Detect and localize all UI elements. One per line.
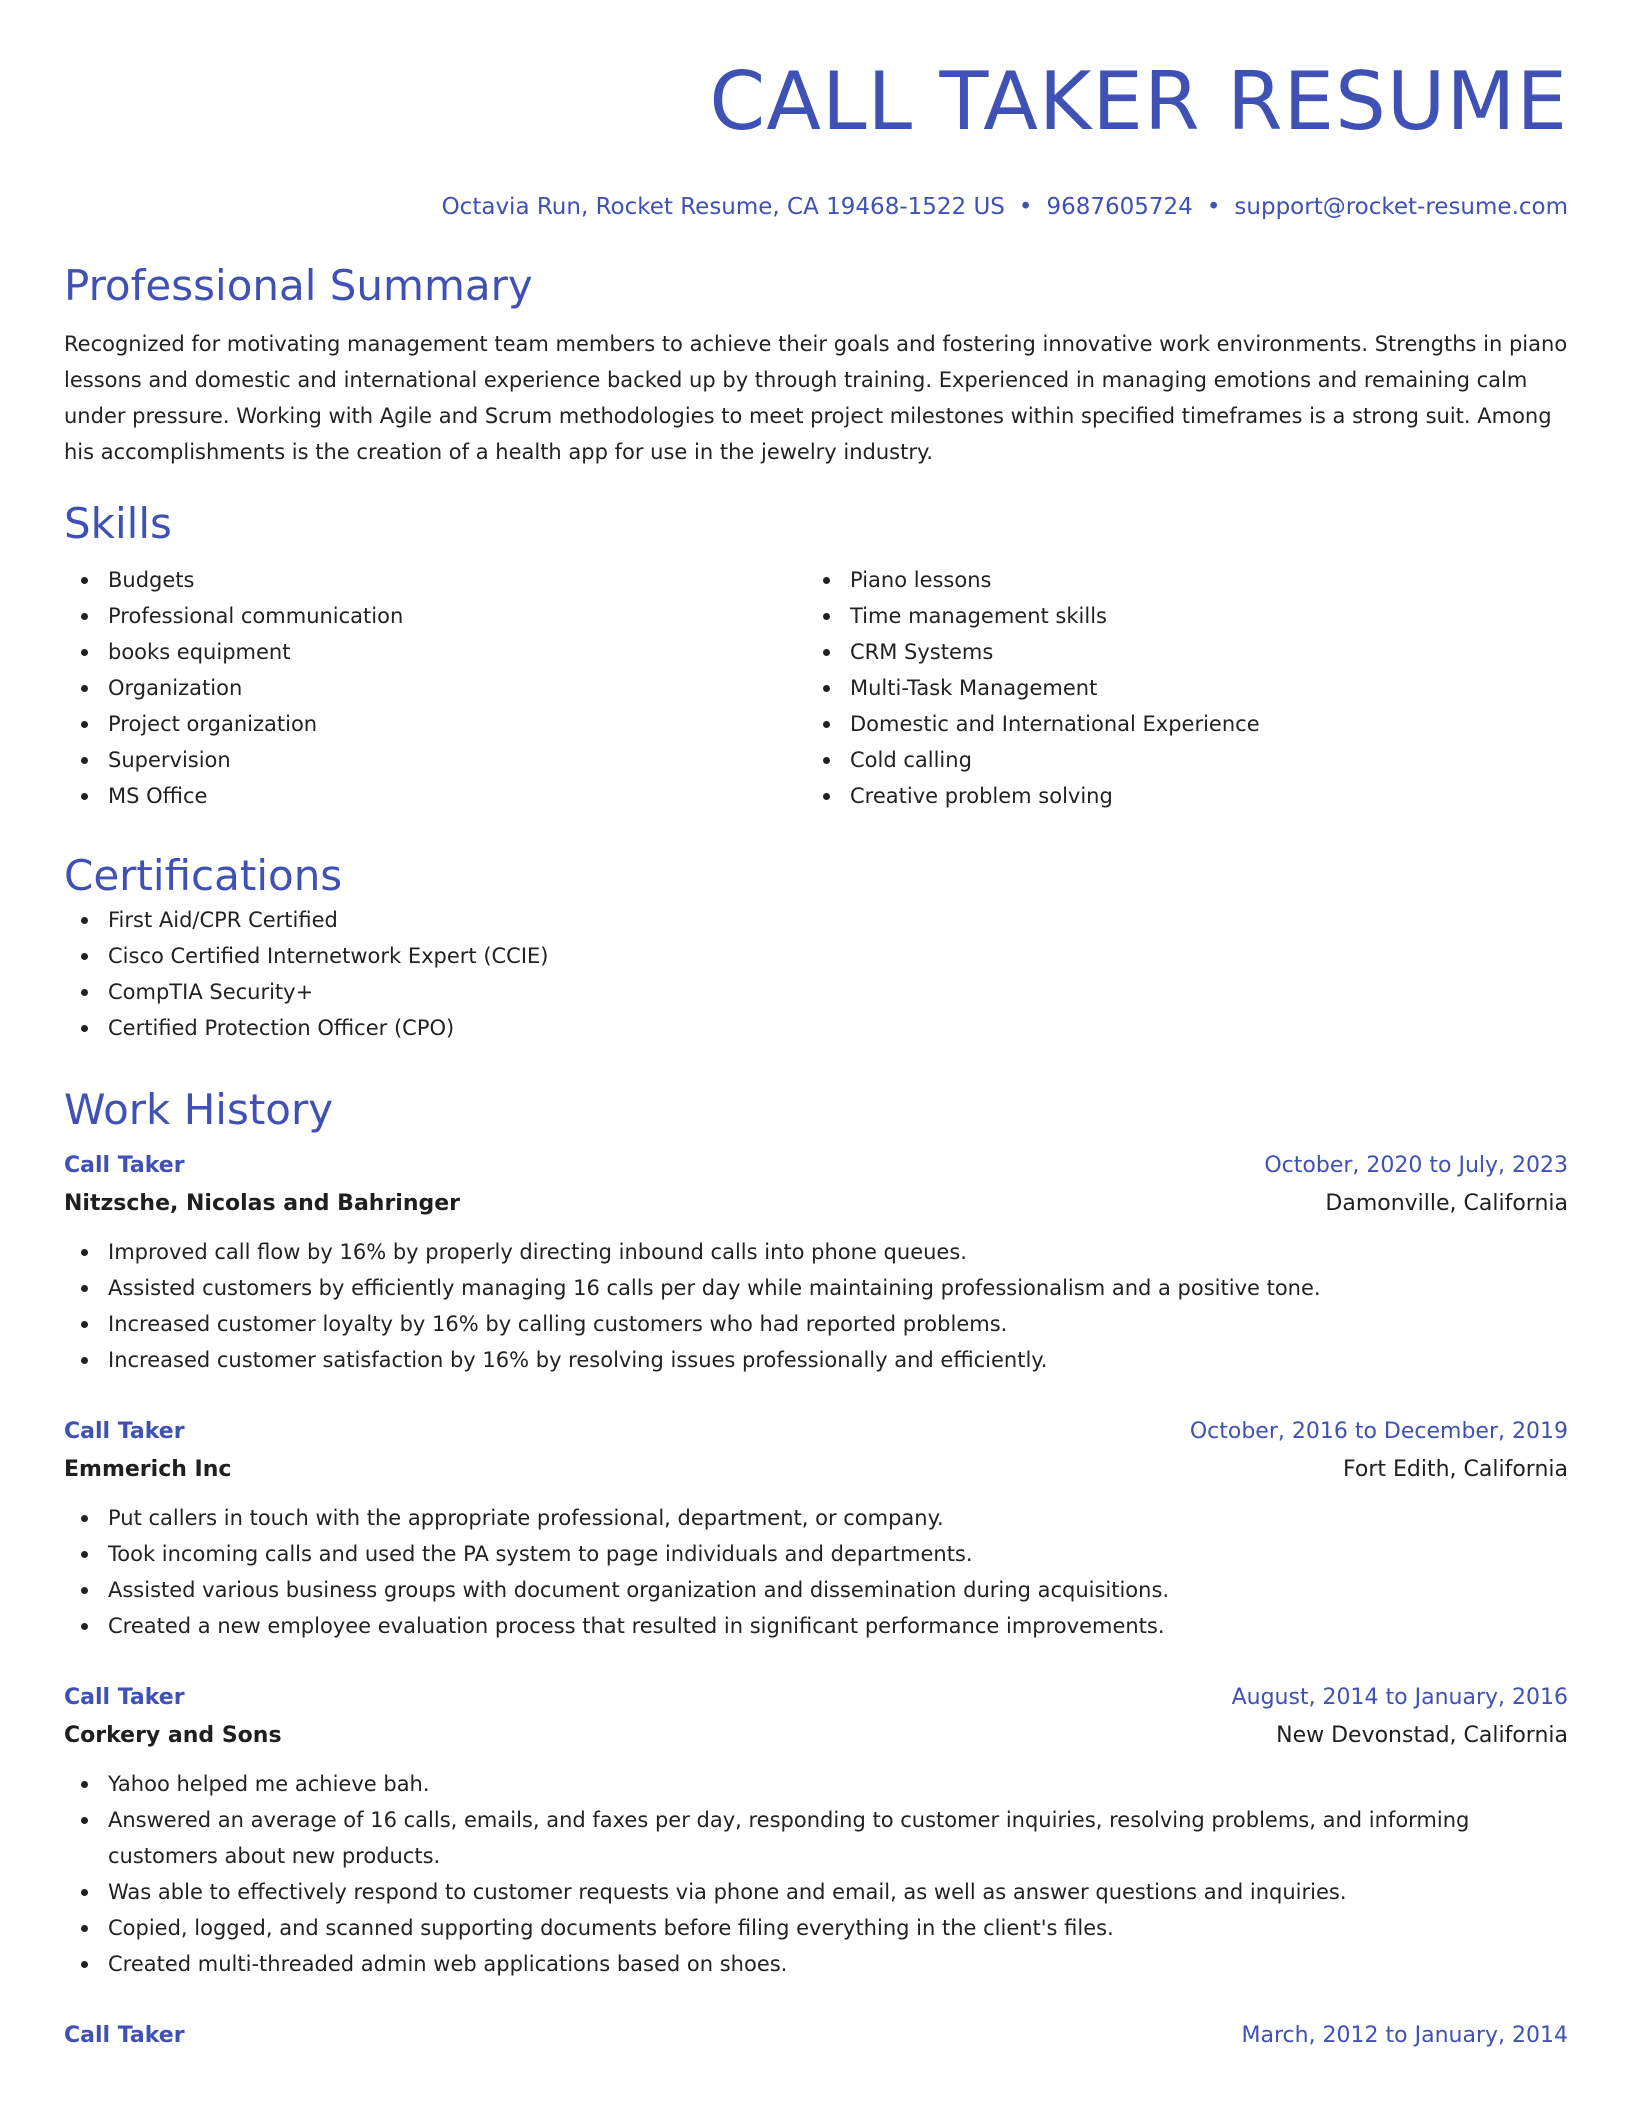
- job-bullet: Answered an average of 16 calls, emails, and faxes per day, responding to customer inquiries, resolving problems, and informing customers about new products.: [64, 1802, 1568, 1874]
- job-bullets: [64, 1234, 1568, 1378]
- job-title-row: [64, 1148, 1568, 1184]
- skill-item: Domestic and International Experience: [806, 706, 1548, 742]
- job-bullet: Took incoming calls and used the PA system to page individuals and departments.: [64, 1536, 1568, 1572]
- job-company: Corkery and Sons: [64, 1723, 282, 1748]
- job-title-row: [64, 1680, 1568, 1716]
- job-bullet: Was able to effectively respond to customer requests via phone and email, as well as answer questions and inquiries.: [64, 1874, 1568, 1910]
- job-dates: August, 2014 to January, 2016: [1231, 1685, 1568, 1710]
- job-title-row: [64, 1414, 1568, 1450]
- job-dates: October, 2016 to December, 2019: [1189, 1419, 1568, 1444]
- summary-heading: Professional Summary: [64, 261, 533, 310]
- job-company: Emmerich Inc: [64, 1457, 232, 1482]
- skill-item: books equipment: [64, 634, 806, 670]
- job-bullet: Assisted customers by efficiently managing 16 calls per day while maintaining professionalism and a positive tone.: [64, 1270, 1568, 1306]
- work-history-heading: Work History: [64, 1085, 334, 1134]
- skills-grid: [64, 562, 1568, 814]
- job-dates: October, 2020 to July, 2023: [1264, 1153, 1568, 1178]
- job-company: Nitzsche, Nicolas and Bahringer: [64, 1191, 461, 1216]
- contact-phone: 9687605724: [1046, 194, 1193, 220]
- skills-heading: Skills: [64, 499, 172, 548]
- job-bullet: Yahoo helped me achieve bah.: [64, 1766, 1568, 1802]
- job-company-row: [64, 1184, 1568, 1224]
- job-bullet: Improved call flow by 16% by properly directing inbound calls into phone queues.: [64, 1234, 1568, 1270]
- job-title: Call Taker: [64, 2023, 185, 2048]
- certification-item: First Aid/CPR Certified: [64, 902, 1568, 938]
- certifications-heading: Certifications: [64, 851, 343, 900]
- job-company-row: [64, 1450, 1568, 1490]
- job-title-row: [64, 2018, 1568, 2054]
- job-bullet: Increased customer loyalty by 16% by calling customers who had reported problems.: [64, 1306, 1568, 1342]
- contact-separator: •: [1206, 194, 1221, 220]
- skill-item: Organization: [64, 670, 806, 706]
- job-bullets: [64, 1500, 1568, 1644]
- contact-email: support@rocket-resume.com: [1234, 194, 1568, 220]
- skill-item: Time management skills: [806, 598, 1548, 634]
- skill-item: Piano lessons: [806, 562, 1548, 598]
- skill-item: Project organization: [64, 706, 806, 742]
- certifications-list: [64, 902, 1568, 1046]
- job-entry: [64, 1680, 1568, 1982]
- job-bullet: Created multi-threaded admin web applications based on shoes.: [64, 1946, 1568, 1982]
- certification-item: CompTIA Security+: [64, 974, 1568, 1010]
- job-location: Fort Edith, California: [1343, 1457, 1568, 1482]
- skill-item: Creative problem solving: [806, 778, 1548, 814]
- job-entry: [64, 1414, 1568, 1644]
- job-title: Call Taker: [64, 1153, 185, 1178]
- certification-item: Certified Protection Officer (CPO): [64, 1010, 1568, 1046]
- job-bullet: Put callers in touch with the appropriate professional, department, or company.: [64, 1500, 1568, 1536]
- job-dates: March, 2012 to January, 2014: [1241, 2023, 1568, 2048]
- job-location: Damonville, California: [1325, 1191, 1568, 1216]
- skill-item: Budgets: [64, 562, 806, 598]
- skill-item: Supervision: [64, 742, 806, 778]
- certification-item: Cisco Certified Internetwork Expert (CCIE): [64, 938, 1568, 974]
- resume-page: [64, 0, 1568, 2054]
- job-entry: [64, 2018, 1568, 2054]
- job-bullet: Increased customer satisfaction by 16% by resolving issues professionally and efficiently.: [64, 1342, 1568, 1378]
- job-bullets: [64, 1766, 1568, 1982]
- job-company-row: [64, 1716, 1568, 1756]
- job-title: Call Taker: [64, 1419, 185, 1444]
- contact-line: [64, 192, 1568, 222]
- job-bullet: Created a new employee evaluation process that resulted in significant performance improvements.: [64, 1608, 1568, 1644]
- job-bullet: Assisted various business groups with document organization and dissemination during acquisitions.: [64, 1572, 1568, 1608]
- job-location: New Devonstad, California: [1276, 1723, 1568, 1748]
- job-title: Call Taker: [64, 1685, 185, 1710]
- resume-title: CALL TAKER RESUME: [709, 55, 1568, 148]
- job-bullet: Copied, logged, and scanned supporting documents before filing everything in the client's files.: [64, 1910, 1568, 1946]
- skill-item: Multi-Task Management: [806, 670, 1548, 706]
- skill-item: CRM Systems: [806, 634, 1548, 670]
- skills-list-right: [806, 562, 1548, 814]
- skills-list-left: [64, 562, 806, 814]
- skill-item: MS Office: [64, 778, 806, 814]
- contact-separator: •: [1018, 194, 1033, 220]
- skill-item: Cold calling: [806, 742, 1548, 778]
- summary-text: Recognized for motivating management team members to achieve their goals and fostering innovative work environments. Strengths in piano lessons and domestic and international experience backed up by through training. Experienced in managing emotions and remaining calm under pressure. Working with Agile and Scrum methodologies to meet project milestones within specified timeframes is a strong suit. Among his accomplishments is the creation of a health app for use in the jewelry industry.: [64, 332, 1568, 464]
- contact-address: Octavia Run, Rocket Resume, CA 19468-1522 US: [441, 194, 1005, 220]
- skill-item: Professional communication: [64, 598, 806, 634]
- job-entry: [64, 1148, 1568, 1378]
